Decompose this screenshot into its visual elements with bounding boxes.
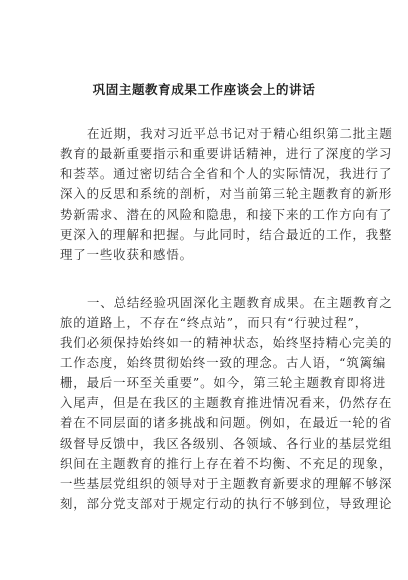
paragraph-line: 我们必须保持始终如一的精神状态，始终坚持精心完美的: [60, 335, 393, 350]
paragraph-line: 级督导反馈中，我区各级别、各领域、各行业的基层党组: [60, 436, 393, 451]
paragraph-line: 理了一些收获和感悟。: [60, 247, 193, 262]
paragraph-line: 在近期，我对习近平总书记对于精心组织第二批主题: [87, 126, 393, 141]
paragraph-line: 和荟萃。通过密切结合全省和个人的实际情况，我进行了: [60, 166, 393, 181]
paragraph-line: 更深入的理解和把握。与此同时，结合最近的工作，我整: [60, 227, 393, 242]
paragraph-line: 旅的道路上，不存在“终点站”，而只有“行驶过程”，: [60, 315, 369, 330]
paragraph-line: 一、总结经验巩固深化主题教育成果。在主题教育之: [87, 295, 393, 310]
paragraph-line: 工作态度，始终贯彻始终一致的理念。古人语，“筑篱编: [60, 355, 387, 370]
paragraph-line: 着在不同层面的诸多挑战和问题。例如，在最近一轮的省: [60, 415, 393, 430]
paragraph-line: 教育的最新重要指示和重要讲话精神，进行了深度的学习: [60, 146, 393, 161]
paragraph-line: 深入的反思和系统的剖析，对当前第三轮主题教育的新形: [60, 186, 393, 201]
paragraph-line: 入尾声，但是在我区的主题教育推进情况看来，仍然存在: [60, 395, 393, 410]
paragraph-line: 栅，最后一环至关重要”。如今，第三轮主题教育即将进: [60, 375, 387, 390]
paragraph-line: 势新需求、潜在的风险和隐患，和接下来的工作方向有了: [60, 207, 393, 222]
paragraph-line: 刻，部分党支部对于规定行动的执行不够到位，导致理论: [60, 496, 393, 511]
paragraph-line: 织间在主题教育的推行上存在着不均衡、不充足的现象，: [60, 456, 393, 471]
paragraph-line: 一些基层党组织的领导对于主题教育新要求的理解不够深: [60, 476, 393, 491]
document-title: 巩固主题教育成果工作座谈会上的讲话: [92, 82, 316, 97]
